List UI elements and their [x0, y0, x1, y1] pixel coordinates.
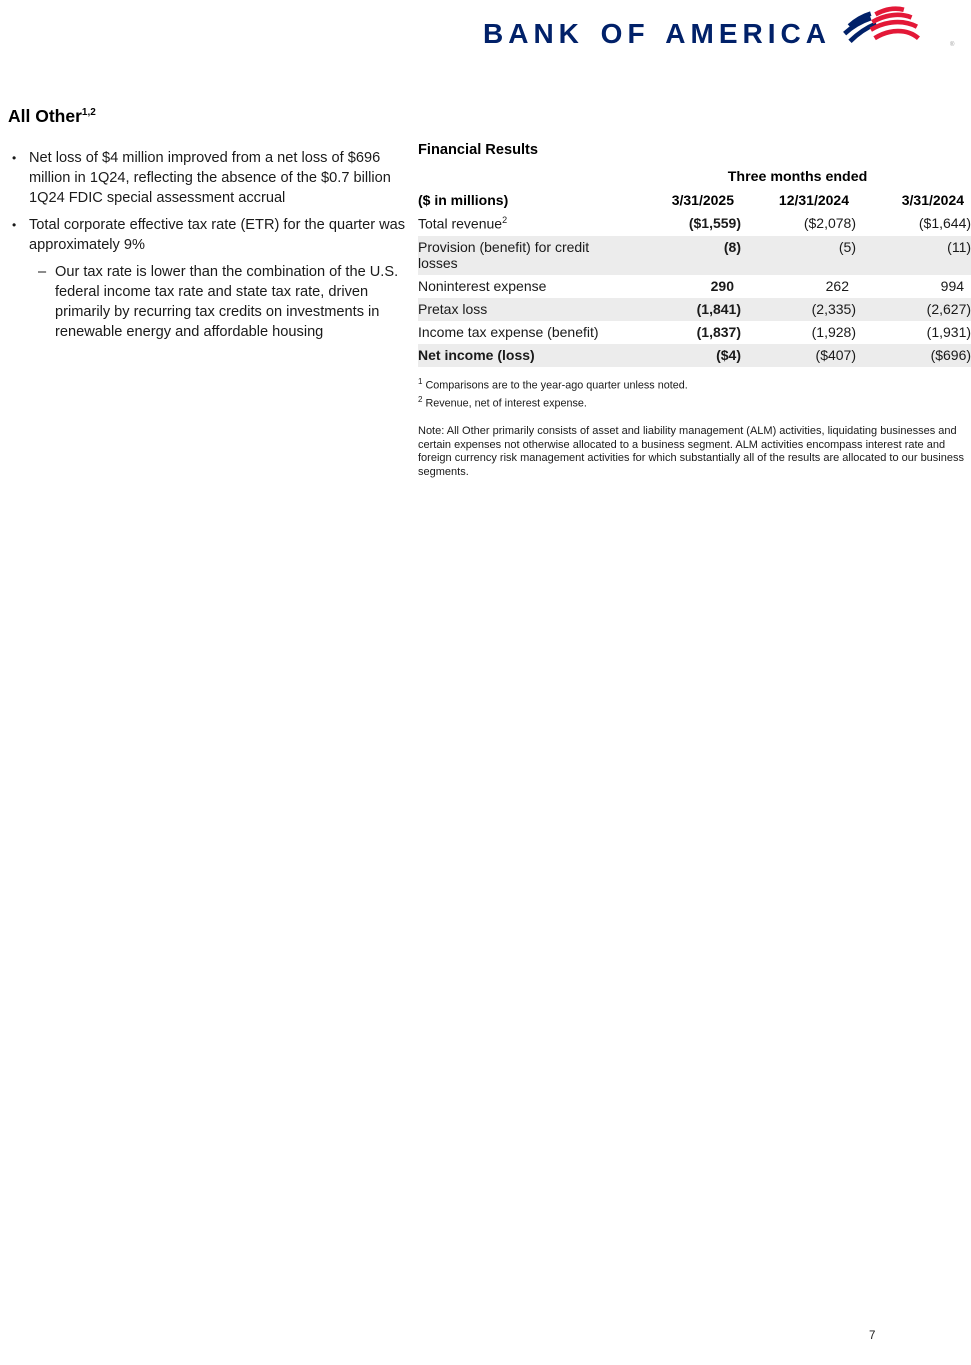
bullet-text: Net loss of $4 million improved from a net loss of $696 million in 1Q24, reflecting the absence of the $0.7 billion 1Q24 FDIC special assessment accrual [29, 150, 391, 206]
financial-table-body [418, 212, 971, 367]
page-title-text: All Other [8, 106, 82, 126]
cell-value: (1,928) [811, 323, 856, 340]
cell-value: (2,335) [811, 300, 856, 317]
table-row [418, 236, 971, 275]
financial-results-table [418, 166, 971, 367]
registered-trademark: ® [950, 42, 955, 48]
sub-bullet-item [38, 262, 414, 342]
span-header-row [418, 166, 971, 189]
cell-value: ($696) [930, 346, 971, 363]
table-row [418, 321, 971, 344]
segment-note: Note: All Other primarily consists of asset and liability management (ALM) activities, liquidating businesses and certain expenses not otherwise allocated to a business segment. ALM activities encompass interest rate and foreign currency risk management activities for which substantially all of the results are allocated to our business segments. [418, 424, 964, 479]
cell-value: (1,931) [926, 323, 971, 340]
column-header: 3/31/2024 [901, 192, 965, 208]
column-header: 3/31/2025 [671, 192, 734, 208]
units-header: ($ in millions) [418, 192, 509, 208]
bullet-item [12, 215, 414, 255]
row-label: Total revenue$^2$ [418, 215, 508, 232]
cell-value: ($1,644) [918, 215, 971, 231]
table-row [418, 298, 971, 321]
footnote-ref: 1,2 [81, 107, 96, 119]
table-row [418, 275, 971, 298]
cell-value: (1,837) [696, 323, 741, 340]
bullet-list [8, 148, 414, 342]
row-label: Income tax expense (benefit) [418, 323, 599, 340]
section-title: Financial Results [418, 142, 539, 158]
footnote-text: Revenue, net of interest expense. [425, 397, 587, 410]
cell-value: ($2,078) [803, 215, 856, 231]
table-row [418, 344, 971, 367]
footnote-line [418, 375, 971, 393]
row-label: Net income (loss) [418, 346, 535, 363]
page-number: 7 [869, 1330, 876, 1342]
commentary-column [8, 106, 414, 349]
cell-value: ($1,559) [688, 215, 741, 231]
cell-value: (8) [723, 238, 741, 255]
bullet-marker: • [12, 151, 17, 165]
footnote-number: 2 [418, 394, 423, 404]
financial-results-section [418, 142, 971, 480]
bullet-marker: • [12, 218, 17, 232]
bank-of-america-logo [483, 6, 920, 61]
period-span-header: Three months ended [727, 169, 868, 185]
cell-value: 290 [710, 277, 734, 294]
cell-value: 262 [825, 277, 849, 294]
cell-value: (11) [947, 238, 971, 255]
footnote-number: 1 [418, 376, 423, 386]
empty-cell [418, 166, 624, 189]
bullet-text: Total corporate effective tax rate (ETR) for the quarter was approximately 9% [29, 217, 406, 253]
footnote-ref: 2 [502, 215, 508, 225]
row-label: Provision (benefit) for credit losses [418, 238, 590, 271]
cell-value: ($407) [815, 346, 856, 363]
column-header: 12/31/2024 [778, 192, 849, 208]
row-label: Pretax loss [418, 300, 488, 317]
bullet-text: Our tax rate is lower than the combination of the U.S. federal income tax rate and state tax rate, driven primarily by recurring tax credits on investments in renewable energy and affordable housing [55, 264, 399, 340]
row-label: Noninterest expense [418, 277, 547, 294]
footnotes [418, 375, 971, 411]
logo-wordmark: BANK OF AMERICA [483, 17, 831, 49]
bullet-marker: – [38, 264, 47, 280]
footnote-line [418, 393, 971, 411]
cell-value: 994 [940, 277, 965, 294]
page-title [8, 106, 414, 127]
bullet-item [12, 148, 414, 208]
cell-value: (1,841) [696, 300, 741, 317]
cell-value: (2,627) [926, 300, 971, 317]
cell-value: (5) [838, 238, 856, 255]
table-row [418, 212, 971, 236]
footnote-text: Comparisons are to the year-ago quarter unless noted. [425, 379, 688, 392]
cell-value: ($4) [716, 346, 741, 363]
column-header-row [418, 189, 971, 212]
flagscape-icon [840, 4, 920, 59]
